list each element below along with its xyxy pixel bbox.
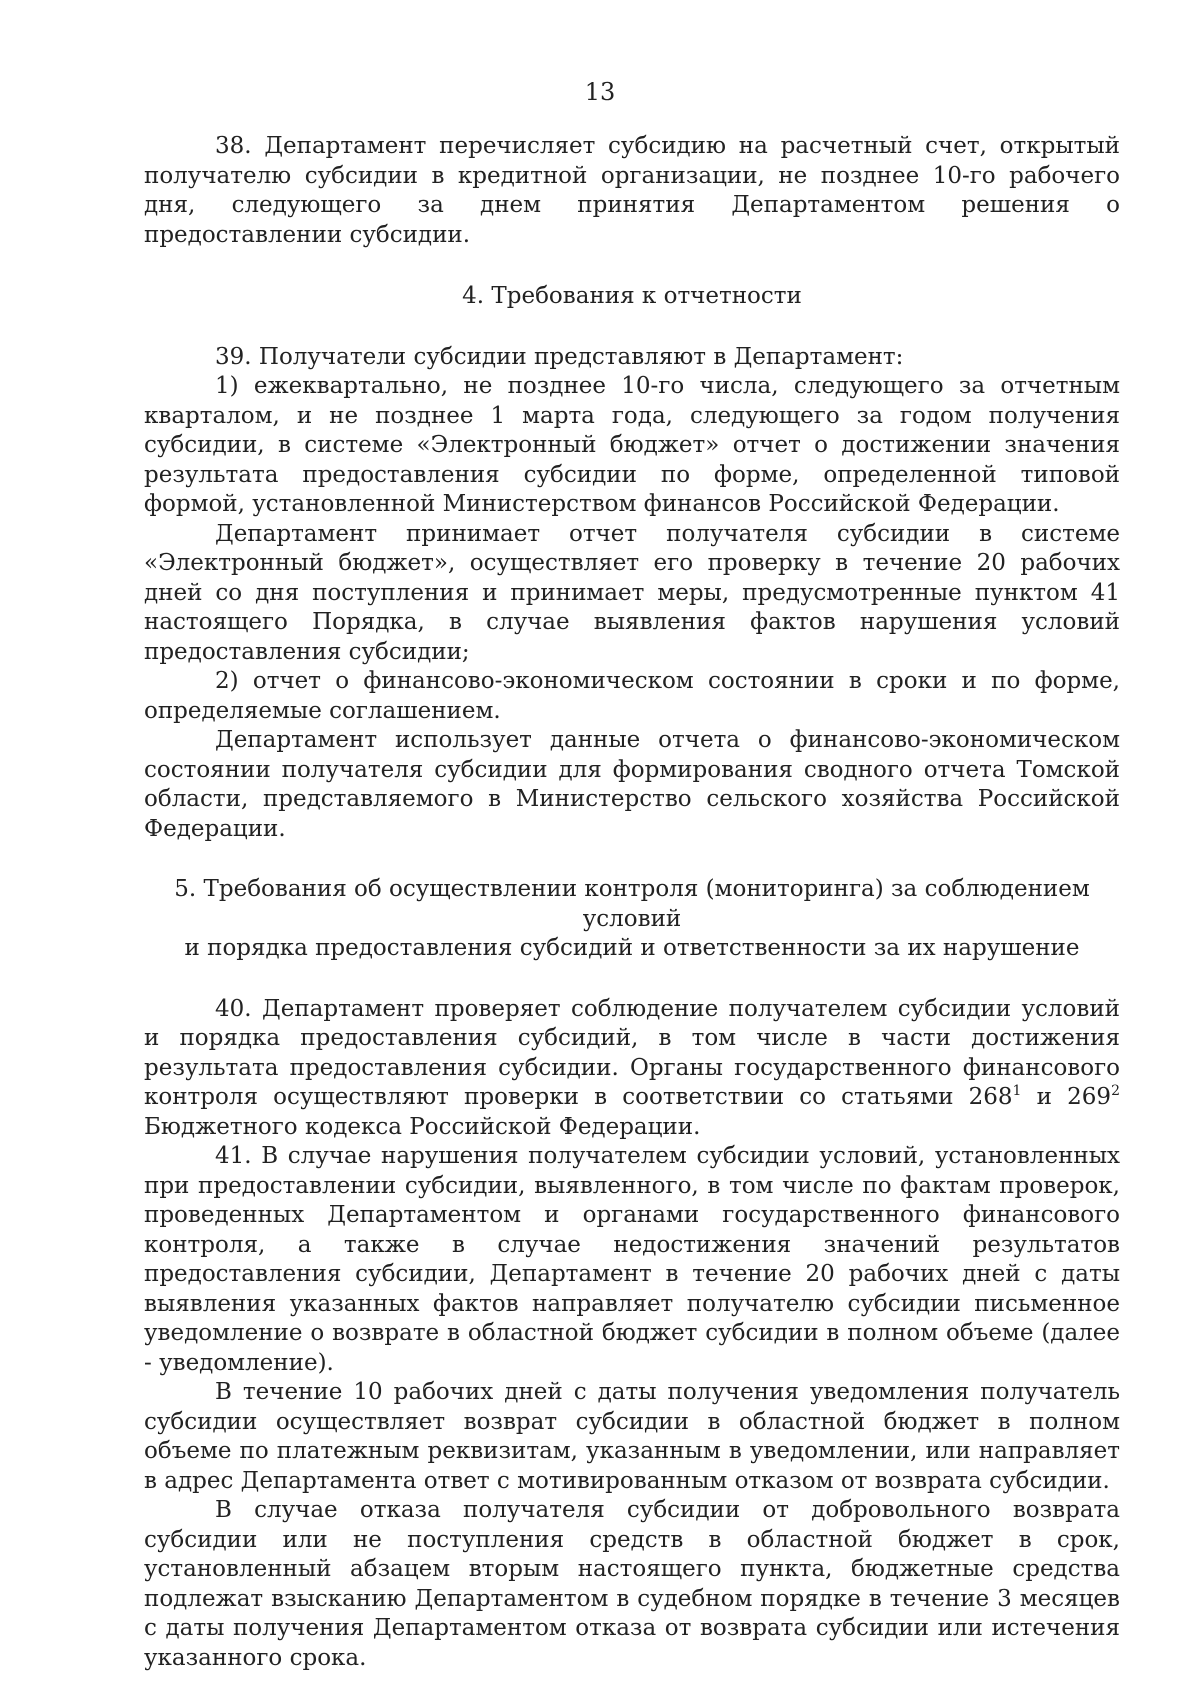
paragraph-40-text-3: Бюджетного кодекса Российской Федерации.	[144, 1113, 701, 1140]
superscript-1: 1	[1012, 1083, 1022, 1099]
page-number: 13	[584, 78, 616, 106]
section-5-heading-line-1: 5. Требования об осуществлении контроля (мониторинга) за соблюдением условий	[174, 876, 1090, 932]
document-body	[144, 132, 1120, 1673]
section-4-heading: 4. Требования к отчетности	[462, 283, 802, 309]
superscript-2: 2	[1111, 1083, 1120, 1099]
paragraph-39-item-1-continuation: Департамент принимает отчет получателя субсидии в системе «Электронный бюджет», осуществляет его проверку в течение 20 рабочих дней со дня поступления и принимает меры, предусмотренные пунктом 41 настоящего Порядка, в случае выявления фактов нарушения условий предоставления субсидии;	[144, 520, 1120, 665]
paragraph-39-item-2-continuation: Департамент использует данные отчета о финансово-экономическом состоянии получателя субсидии для формирования сводного отчета Томской области, представляемого в Министерство сельского хозяйства Российской Федерации.	[144, 727, 1120, 842]
paragraph-41-second: В течение 10 рабочих дней с даты получения уведомления получатель субсидии осуществляет возврат субсидии в областной бюджет в полном объеме по платежным реквизитам, указанным в уведомлении, или направляет в адрес Департамента ответ с мотивированным отказом от возврата субсидии.	[144, 1379, 1120, 1494]
section-5-heading	[144, 875, 1120, 964]
paragraph-38: 38. Департамент перечисляет субсидию на расчетный счет, открытый получателю субсидии в кредитной организации, не позднее 10-го рабочего дня, следующего за днем принятия Департаментом решения о предоставлении субсидии.	[144, 133, 1120, 248]
paragraph-41-third: В случае отказа получателя субсидии от добровольного возврата субсидии или не поступления средств в областной бюджет в срок, установленный абзацем вторым настоящего пункта, бюджетные средства подлежат взысканию Департаментом в судебном порядке в течение 3 месяцев с даты получения Департаментом отказа от возврата субсидии или истечения указанного срока.	[144, 1497, 1120, 1671]
paragraph-40	[144, 995, 1120, 1143]
paragraph-40-text-1: 40. Департамент проверяет соблюдение получателем субсидии условий и порядка предоставления субсидий, в том числе в части достижения результата предоставления субсидии. Органы государственного финансового контроля осуществляют проверки в соответствии со статьями 268	[144, 995, 1120, 1110]
paragraph-39-item-2: 2) отчет о финансово-экономическом состоянии в сроки и по форме, определяемые соглашением.	[144, 668, 1120, 724]
paragraph-39-item-1: 1) ежеквартально, не позднее 10-го числа, следующего за отчетным кварталом, и не позднее 1 марта года, следующего за годом получения субсидии, в системе «Электронный бюджет» отчет о достижении значения результата предоставления субсидии по форме, определенной типовой формой, установленной Министерством финансов Российской Федерации.	[144, 373, 1120, 517]
paragraph-39: 39. Получатели субсидии представляют в Департамент:	[215, 343, 904, 370]
paragraph-40-text-2: и 269	[1021, 1084, 1112, 1110]
paragraph-41: 41. В случае нарушения получателем субсидии условий, установленных при предоставлении субсидии, выявленного, в том числе по фактам проверок, проведенных Департаментом и органами государственного финансового контроля, а также в случае недостижения значений результатов предоставления субсидии, Департамент в течение 20 рабочих дней с даты выявления указанных фактов направляет получателю субсидии письменное уведомление о возврате в областной бюджет субсидии в полном объеме (далее - уведомление).	[144, 1143, 1120, 1376]
section-5-heading-line-2: и порядка предоставления субсидий и ответственности за их нарушение	[184, 935, 1080, 961]
